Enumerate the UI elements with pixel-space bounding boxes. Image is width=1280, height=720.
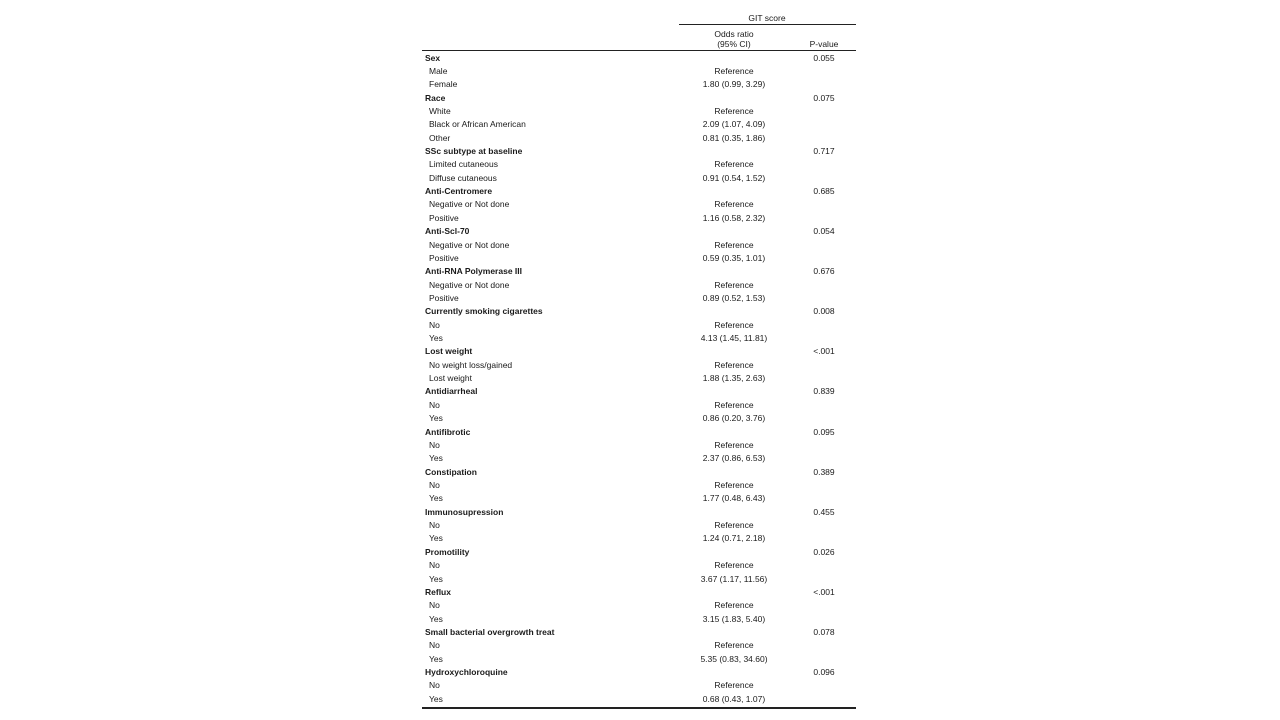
table-row [422,65,856,78]
odds-ratio-cell: Reference [714,105,754,116]
odds-ratio-cell: Reference [714,399,754,410]
table-row [422,279,856,292]
row-label: White [429,105,451,116]
odds-ratio-cell: 2.09 (1.07, 4.09) [702,119,766,130]
row-label: No [429,520,440,531]
row-label: Yes [429,613,443,624]
odds-ratio-cell: Reference [714,199,754,210]
row-label: Antidiarrheal [425,386,478,397]
git-score-header: GIT score [748,13,786,23]
row-label: No [429,680,440,691]
row-label: Black or African American [429,119,526,130]
row-label: Diffuse cutaneous [429,172,497,183]
odds-ratio-header-line1: Odds ratio [714,29,754,39]
row-label: Reflux [425,586,451,597]
odds-ratio-cell: 0.59 (0.35, 1.01) [702,252,766,263]
odds-ratio-cell: Reference [714,520,754,531]
table-row [422,519,856,532]
p-value-cell: 0.026 [813,546,835,557]
odds-ratio-cell: 1.24 (0.71, 2.18) [702,533,766,544]
table-row [422,292,856,305]
odds-ratio-cell: 2.37 (0.86, 6.53) [702,453,766,464]
p-value-cell: 0.096 [813,667,835,678]
odds-ratio-cell: Reference [714,439,754,450]
table-row [422,105,856,118]
row-label: Negative or Not done [429,279,510,290]
row-label: Lost weight [425,346,473,357]
row-label: Yes [429,573,443,584]
table-row [422,479,856,492]
table-row [422,653,856,666]
row-label: No weight loss/gained [429,359,513,370]
row-label: No [429,399,440,410]
odds-ratio-cell: Reference [714,239,754,250]
row-label: Yes [429,653,443,664]
table-row [422,452,856,465]
table-row [422,198,856,211]
table-group-row [422,666,856,679]
git-score-rule [679,24,856,25]
table-row [422,332,856,345]
odds-ratio-cell: 0.86 (0.20, 3.76) [702,413,766,424]
table-row [422,252,856,265]
row-label: Yes [429,413,443,424]
p-value-column-header: P-value [809,39,839,49]
odds-ratio-cell: Reference [714,480,754,490]
table-group-row [422,466,856,479]
table-row [422,532,856,545]
odds-ratio-cell: Reference [714,319,754,330]
p-value-cell: 0.055 [813,52,835,63]
row-label: Positive [429,292,459,303]
row-label: Lost weight [429,373,472,384]
table-row [422,212,856,225]
row-label: Yes [429,493,443,504]
table-group-row [422,225,856,238]
odds-ratio-table [422,13,856,709]
table-group-row [422,506,856,519]
row-label: Small bacterial overgrowth treat [425,626,555,637]
odds-ratio-cell: Reference [714,680,754,691]
table-group-row [422,305,856,318]
table-row [422,439,856,452]
row-label: Constipation [425,466,477,477]
odds-ratio-cell: Reference [714,359,754,370]
odds-ratio-cell: 0.89 (0.52, 1.53) [702,292,766,303]
table-group-row [422,265,856,278]
table-row [422,693,856,706]
odds-ratio-cell: Reference [714,279,754,290]
table-row [422,359,856,372]
row-label: Yes [429,533,443,544]
table-row [422,559,856,572]
odds-ratio-cell: 1.80 (0.99, 3.29) [702,79,766,90]
row-label: Positive [429,212,459,223]
table-row [422,613,856,626]
table-row [422,399,856,412]
table-group-row [422,185,856,198]
row-label: SSc subtype at baseline [425,146,523,157]
row-label: Anti-RNA Polymerase III [425,266,522,277]
table-row [422,132,856,145]
table-row [422,639,856,652]
row-label: Yes [429,333,443,344]
odds-ratio-cell: 3.15 (1.83, 5.40) [702,613,766,624]
table-row [422,319,856,332]
table-group-row [422,626,856,639]
table-group-row [422,92,856,105]
row-label: Anti-Scl-70 [425,226,470,237]
row-label: Race [425,92,446,103]
table-group-row [422,145,856,158]
table-row [422,172,856,185]
odds-ratio-cell: 1.16 (0.58, 2.32) [702,212,766,223]
table-row [422,599,856,612]
bottom-rule [422,707,856,709]
odds-ratio-header-line2: (95% CI) [717,39,751,49]
table-group-row [422,385,856,398]
table-group-row [422,52,856,65]
table-row [422,78,856,91]
p-value-cell: 0.389 [813,466,835,477]
row-label: No [429,480,440,490]
table-row [422,158,856,171]
p-value-cell: 0.008 [813,306,835,317]
table-group-row [422,426,856,439]
odds-ratio-cell: 0.91 (0.54, 1.52) [702,172,766,183]
table-row [422,492,856,505]
row-label: Negative or Not done [429,199,510,210]
p-value-cell: <.001 [813,586,835,597]
row-label: No [429,439,440,450]
odds-ratio-cell: 1.88 (1.35, 2.63) [702,373,766,384]
p-value-cell: 0.717 [813,146,835,157]
p-value-cell: 0.685 [813,186,835,197]
odds-ratio-cell: Reference [714,65,754,76]
row-label: No [429,600,440,611]
odds-ratio-cell: Reference [714,159,754,170]
row-label: Limited cutaneous [429,159,498,170]
row-label: Currently smoking cigarettes [425,306,543,317]
table-group-row [422,345,856,358]
p-value-cell: <.001 [813,346,835,357]
row-label: Immunosupression [425,506,504,517]
p-value-cell: 0.054 [813,226,835,237]
table-row [422,372,856,385]
odds-ratio-cell: Reference [714,560,754,571]
table-group-row [422,586,856,599]
p-value-cell: 0.839 [813,386,835,397]
odds-ratio-cell: Reference [714,640,754,651]
p-value-cell: 0.075 [813,92,835,103]
row-label: Sex [425,52,441,63]
row-label: Hydroxychloroquine [425,667,508,678]
row-label: Positive [429,252,459,263]
odds-ratio-cell: Reference [714,600,754,611]
odds-ratio-cell: 0.81 (0.35, 1.86) [702,132,766,143]
table-row [422,239,856,252]
odds-ratio-cell: 4.13 (1.45, 11.81) [700,333,768,344]
row-label: Female [429,79,458,90]
odds-ratio-column-header [682,29,786,49]
p-value-cell: 0.095 [813,426,835,437]
row-label: No [429,319,440,330]
table-row [422,118,856,131]
odds-ratio-cell: 3.67 (1.17, 11.56) [700,573,768,584]
table-body [422,52,856,707]
row-label: Yes [429,693,443,704]
odds-ratio-cell: 5.35 (0.83, 34.60) [700,653,768,664]
table-group-row [422,546,856,559]
p-value-cell: 0.078 [813,626,835,637]
row-label: Yes [429,453,443,464]
table-row [422,412,856,425]
odds-ratio-cell: 0.68 (0.43, 1.07) [702,693,766,704]
row-label: Male [429,65,448,76]
row-label: Negative or Not done [429,239,510,250]
p-value-cell: 0.676 [813,266,835,277]
row-label: No [429,560,440,571]
row-label: Promotility [425,546,470,557]
row-label: Antifibrotic [425,426,471,437]
row-label: Other [429,132,451,143]
table-row [422,573,856,586]
row-label: No [429,640,440,651]
odds-ratio-cell: 1.77 (0.48, 6.43) [702,493,766,504]
p-value-cell: 0.455 [813,506,835,517]
table-row [422,679,856,692]
row-label: Anti-Centromere [425,186,493,197]
